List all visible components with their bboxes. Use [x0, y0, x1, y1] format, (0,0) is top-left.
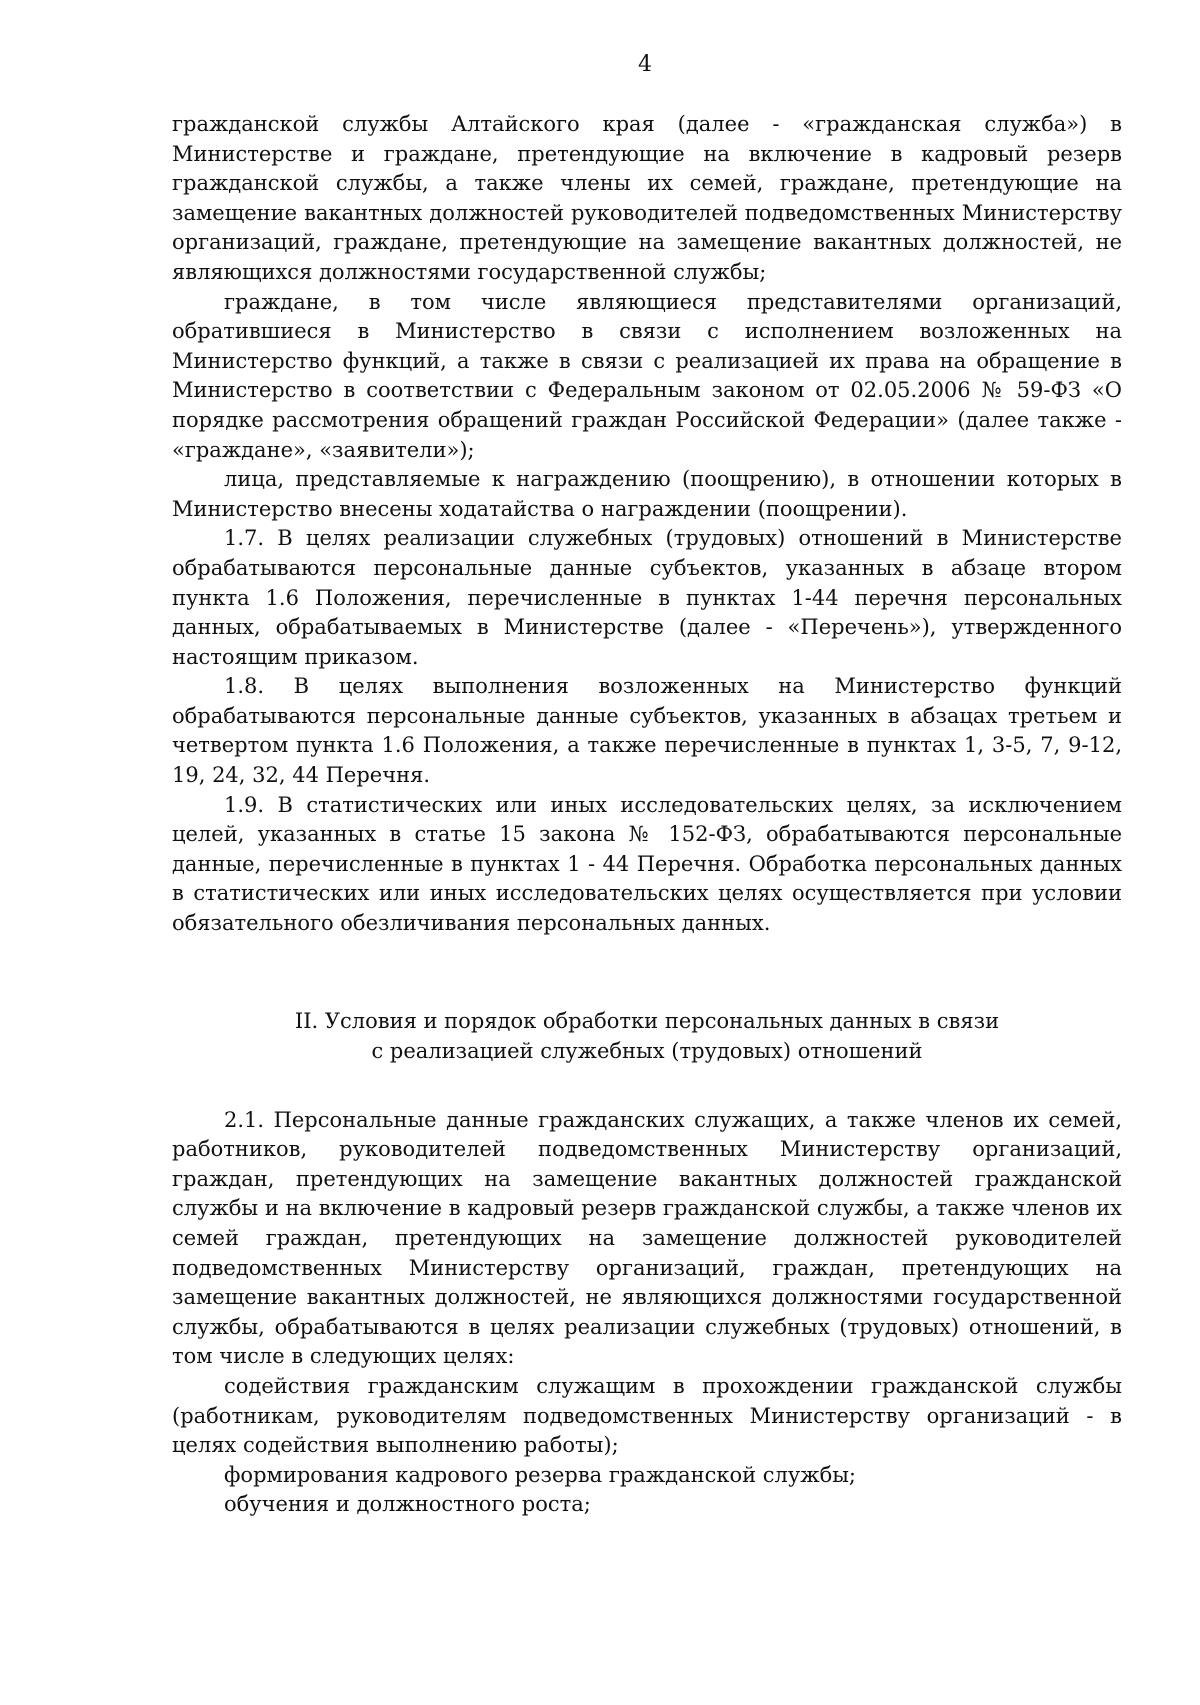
paragraph-1-9: 1.9. В статистических или иных исследовательских целях, за исключением целей, указанных в статье 15 закона № 152-ФЗ, обрабатываются персональные данные, перечисленные в пунктах 1 - 44 Перечня. Обработка персональных данных в статистических или иных исследовательских целях осуществляется при условии обязательного обезличивания персональных данных.	[172, 792, 1122, 936]
list-item-reserve: формирования кадрового резерва гражданской службы;	[224, 1462, 856, 1487]
paragraph-1-7: 1.7. В целях реализации служебных (трудовых) отношений в Министерстве обрабатываются персональные данные субъектов, указанных в абзаце втором пункта 1.6 Положения, перечисленные в пунктах 1-44 перечня персональных данных, обрабатываемых в Министерстве (далее - «Перечень»), утвержденного настоящим приказом.	[172, 526, 1122, 669]
paragraph-awardees: лица, представляемые к награждению (поощрению), в отношении которых в Министерство внесены ходатайства о награждении (поощрении).	[172, 467, 1122, 521]
section-heading-line-2: с реализацией служебных (трудовых) отношений	[371, 1038, 923, 1063]
list-item-assistance: содействия гражданским служащим в прохождении гражданской службы (работникам, руководителям подведомственных Министерству организаций - в целях содействия выполнению работы);	[172, 1373, 1122, 1458]
section-heading-line-1: II. Условия и порядок обработки персональных данных в связи	[294, 1008, 1000, 1033]
paragraph-1-8: 1.8. В целях выполнения возложенных на Министерство функций обрабатываются персональные данные субъектов, указанных в абзацах третьем и четвертом пункта 1.6 Положения, а также перечисленные в пунктах 1, 3-5, 7, 9-12, 19, 24, 32, 44 Перечня.	[172, 674, 1122, 788]
paragraph-continuation: гражданской службы Алтайского края (далее - «гражданская служба») в Министерстве и граждане, претендующие на включение в кадровый резерв гражданской службы, а также члены их семей, граждане, претендующие на замещение вакантных должностей руководителей подведомственных Министерству организаций, граждане, претендующие на замещение вакантных должностей, не являющихся должностями государственной службы;	[172, 112, 1122, 284]
paragraph-2-1: 2.1. Персональные данные гражданских служащих, а также членов их семей, работников, руководителей подведомственных Министерству организаций, граждан, претендующих на замещение вакантных должностей гражданской службы и на включение в кадровый резерв гражданской службы, а также членов их семей граждан, претендующих на замещение должностей руководителей подведомственных Министерству организаций, граждан, претендующих на замещение вакантных должностей, не являющихся должностями государственной службы, обрабатываются в целях реализации служебных (трудовых) отношений, в том числе в следующих целях:	[172, 1107, 1122, 1369]
list-item-training: обучения и должностного роста;	[224, 1492, 591, 1517]
page-number: 4	[638, 52, 652, 77]
section-heading	[172, 1006, 1122, 1066]
document-body	[172, 110, 1122, 1520]
paragraph-citizens: граждане, в том числе являющиеся представителями организаций, обратившиеся в Министерство в связи с исполнением возложенных на Министерство функций, а также в связи с реализацией их права на обращение в Министерство в соответствии с Федеральным законом от 02.05.2006 № 59-ФЗ «О порядке рассмотрения обращений граждан Российской Федерации» (далее также - «граждане», «заявители»);	[172, 289, 1122, 462]
